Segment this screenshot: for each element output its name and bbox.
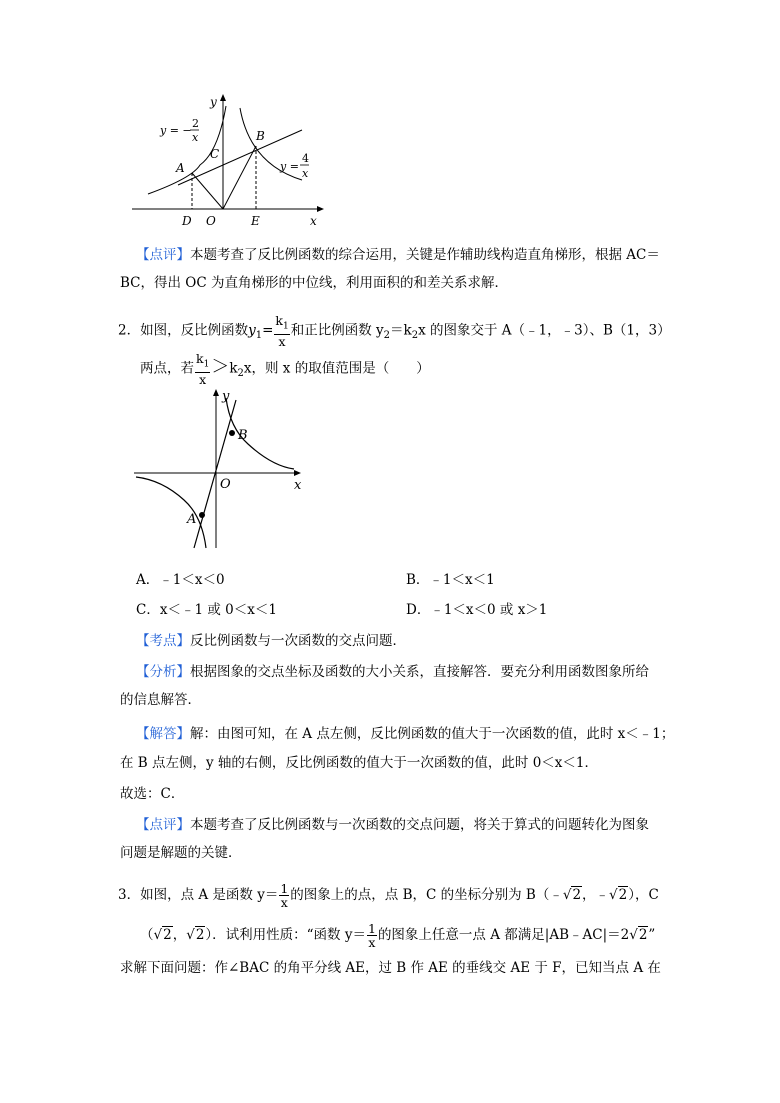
fig1-e: E [251, 214, 260, 228]
y-arrow [213, 389, 219, 396]
fig1-x: x [310, 214, 317, 228]
x-arrow [294, 470, 301, 476]
y-arrow [220, 94, 226, 101]
review2-line1: 【点评】本题考查了反比例函数与一次函数的交点问题，将关于算式的问题转化为图象 [136, 817, 649, 833]
fig1-left-num: 2 [192, 117, 199, 130]
fig1-o: O [206, 214, 216, 228]
review1-line1: 【点评】本题考查了反比例函数的综合运用，关键是作辅助线构造直角梯形，根据 AC＝ [136, 247, 660, 263]
q2-line1: 2．如图，反比例函数$y_1=$ $\frac{k_1}{x}$ 和正比例函数 $y_2=k_2x$ 的图象交于 A（﹣1，﹣3）、B（1，3） [118, 313, 671, 349]
q3-line2: （√2，√2）．试利用性质：“函数 y＝ $\frac{1}{x}$ 的图象上任意一点 A 都满足|AB﹣AC|＝2√2” [140, 921, 656, 950]
fig1-left-den: x [192, 131, 199, 144]
review1-line2: BC，得出 OC 为直角梯形的中位线，利用面积的和差关系求解． [120, 275, 508, 291]
fig1-right-den: x [302, 167, 309, 180]
option-a: A．﹣1＜x＜0 [136, 572, 225, 588]
fig2-b: B [238, 428, 248, 443]
line-y2 [194, 400, 236, 548]
figure-1 [130, 92, 340, 232]
review2-line2: 问题是解题的关键． [120, 845, 242, 861]
q3-line1: 3．如图，点 A 是函数 y＝ $\frac{1}{x}$ 的图象上的点，点 B，C 的坐标分别为 B（﹣√2，﹣√2），C [118, 881, 659, 910]
fig1-right-num: 4 [302, 152, 309, 165]
hyperbola-q1 [226, 398, 294, 469]
review-tag: 【点评】 [136, 247, 190, 263]
jieda-line3: 故选：C． [120, 786, 185, 802]
q3-line3: 求解下面问题：作∠BAC 的角平分线 AE，过 B 作 AE 的垂线交 AE 于 F，已知当点 A 在 [120, 960, 661, 976]
jieda-line2: 在 B 点左侧，y 轴的右侧，反比例函数的值大于一次函数的值，此时 0＜x＜1． [120, 755, 599, 771]
figure-2 [132, 388, 312, 556]
option-b: B．﹣1＜x＜1 [406, 572, 495, 588]
fig2-o: O [220, 477, 231, 492]
fig1-left-eq: y = − [160, 124, 192, 137]
fig1-b: B [256, 129, 265, 143]
fig1-a: A [176, 161, 185, 175]
fig1-c: C [210, 147, 220, 161]
kaodian: 【考点】反比例函数与一次函数的交点问题． [136, 633, 406, 649]
fenxi-line2: 的信息解答． [120, 692, 201, 708]
segment-ao [192, 173, 223, 209]
fraction-k1-x: $\frac{k_1}{x}$ [275, 313, 289, 349]
q2-line2: 两点，若 $\frac{k_1}{x}$ $>k_2x$，则 x 的取值范围是（ ） [140, 351, 430, 387]
x-arrow [317, 206, 324, 212]
fig2-a: A [187, 512, 197, 527]
option-c: C．x＜﹣1 或 0＜x＜1 [136, 602, 277, 618]
fig1-d: D [182, 214, 192, 228]
option-d: D．﹣1＜x＜0 或 x＞1 [406, 602, 548, 618]
fig2-x: x [294, 478, 302, 493]
point-a [199, 512, 205, 518]
fig2-y: y [222, 389, 230, 404]
point-b [229, 430, 235, 436]
fig1-right-eq: y = [280, 160, 299, 173]
fenxi-line1: 【分析】根据图象的交点坐标及函数的大小关系，直接解答．要充分利用函数图象所给 [136, 664, 649, 680]
segment-bo [223, 146, 256, 209]
fraction-k1-x-2: $\frac{k_1}{x}$ [196, 351, 210, 387]
fig1-y: y [210, 95, 217, 109]
jieda-line1: 【解答】解：由图可知，在 A 点左侧，反比例函数的值大于一次函数的值，此时 x＜﹣1； [136, 726, 675, 742]
